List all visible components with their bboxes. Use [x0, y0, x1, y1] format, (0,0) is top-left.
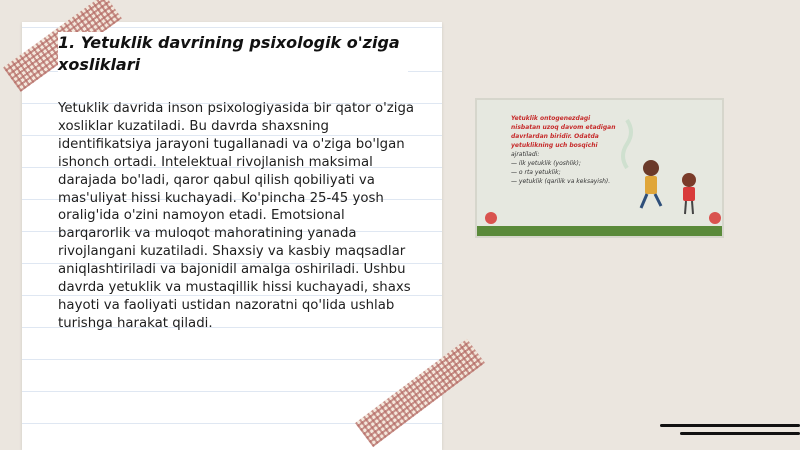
- thumbnail-line: yetuklikning uch bosqichi: [511, 142, 598, 149]
- thumbnail-line: — yetuklik (qarilik va keksayish).: [511, 178, 611, 185]
- slide-body-text: Yetuklik davrida inson psixologiyasida bir qator o'ziga xosliklar kuzatiladi. Bu davrda shaxsning identifikatsiya jarayoni tugallanadi va o'ziga bo'lgan ishonch ortadi. Intelektual rivojlanish maksimal darajada bo'ladi, qaror qabul qilish qobiliyati va mas'uliyat hissi kuchayadi. Ko'pincha 25-45 yosh oralig'ida o'zini namoyon etadi. Emotsional barqarorlik va muloqot mahoratining yanada rivojlangani kuzatiladi. Shaxsiy va kasbiy maqsadlar aniqlashtiriladi va bajonidil amalga oshiriladi. Ushbu davrda yetuklik va mustaqillik hissi kuchayadi, shaxs hayoti va faoliyati ustidan nazoratni qo'lida ushlab turishga harakat qiladi.: [58, 101, 415, 331]
- thumbnail-line: davrlardan biridir. Odatda: [511, 133, 599, 140]
- girl-figure-icon: [682, 173, 696, 214]
- thumbnail-line: nisbatan uzoq davom etadigan: [511, 124, 616, 131]
- slide-title: 1. Yetuklik davrining psixologik o'ziga xosliklari: [58, 32, 408, 76]
- slide-thumbnail-image: [475, 98, 724, 238]
- thumbnail-line: ajratiladi:: [511, 151, 540, 158]
- decorative-lines: [660, 424, 800, 440]
- thumbnail-line: — o rta yetuklik;: [511, 169, 561, 176]
- thumbnail-line: — ilk yetuklik (yoshlik);: [511, 160, 581, 167]
- thumbnail-text: [511, 114, 651, 186]
- thumbnail-line: Yetuklik ontogenezdagi: [511, 115, 591, 122]
